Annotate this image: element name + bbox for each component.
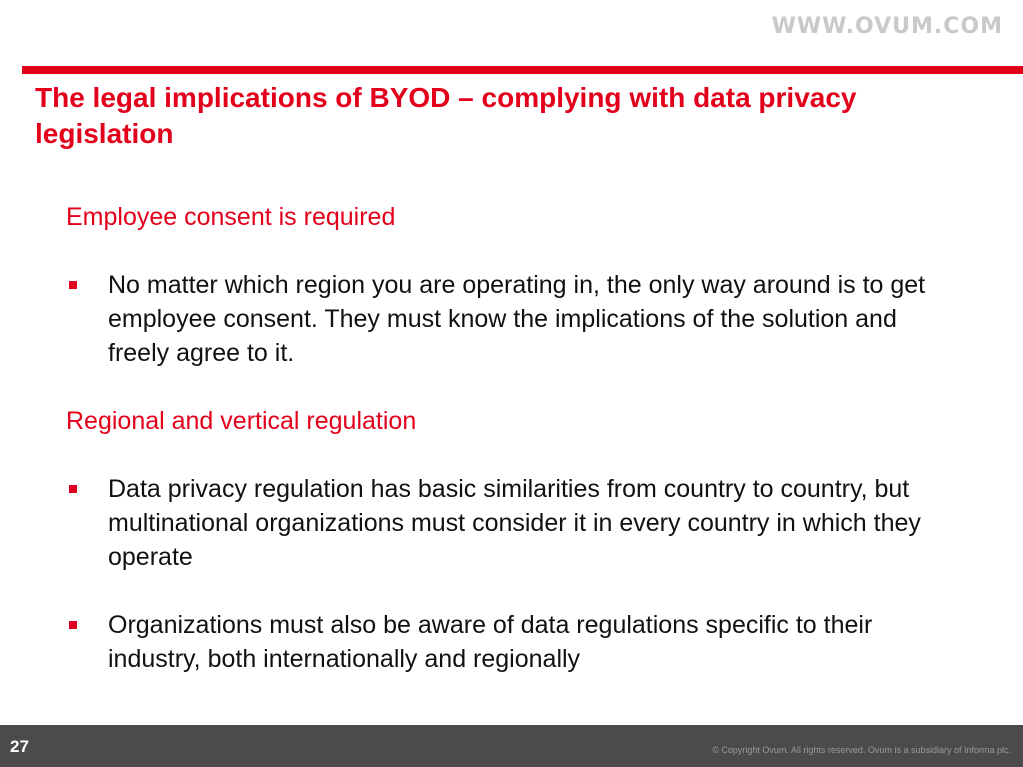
copyright-notice: © Copyright Ovum. All rights reserved. Ovum is a subsidiary of Informa plc. xyxy=(712,745,1011,755)
page-number: 27 xyxy=(10,737,29,756)
bullet-text: Data privacy regulation has basic similarities from country to country, but multinational organizations must consider it in every country in which they operate xyxy=(108,475,921,571)
footer-bar xyxy=(0,725,1023,767)
section-heading-regulation: Regional and vertical regulation xyxy=(66,407,417,435)
section-heading-consent: Employee consent is required xyxy=(66,203,396,231)
bullet-text: Organizations must also be aware of data regulations specific to their industry, both internationally and regionally xyxy=(108,611,873,673)
site-url: WWW.OVUM.COM xyxy=(771,14,1003,39)
bullet-text: No matter which region you are operating in, the only way around is to get employee consent. They must know the implications of the solution and freely agree to it. xyxy=(108,271,926,367)
bullet-marker xyxy=(69,281,77,289)
slide-body xyxy=(66,200,946,710)
bullet-item xyxy=(66,472,946,574)
bullet-marker xyxy=(69,485,77,493)
bullet-item xyxy=(66,268,946,370)
bullet-item xyxy=(66,608,946,676)
slide-title: The legal implications of BYOD – complying with data privacy legislation xyxy=(35,82,857,149)
bullet-marker xyxy=(69,621,77,629)
header-divider xyxy=(22,66,1023,74)
